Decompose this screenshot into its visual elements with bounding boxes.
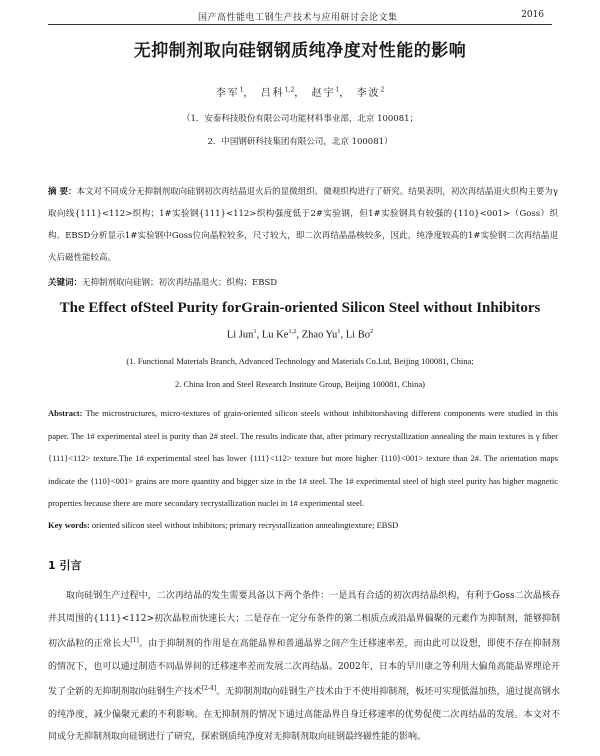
english-title: The Effect ofSteel Purity forGrain-oriented Silicon Steel without Inhibitors	[59, 300, 541, 316]
english-affiliation-2: 2. China Iron and Steel Research Institute Group, Beijing 100081, China)	[175, 379, 425, 389]
author-sup: 1	[337, 328, 341, 335]
english-abstract	[48, 402, 558, 515]
chinese-abstract-label: 摘 要：	[48, 187, 77, 197]
chinese-title: 无抑制剂取向硅钢钢质纯净度对性能的影响	[133, 41, 467, 61]
running-year: 2016	[521, 10, 544, 20]
paragraph-text: 取向硅钢生产过程中，二次再结晶的发生需要具备以下两个条件：一是具有合适的初次再结晶织构，有利于Goss二次晶核吞并其周围的{111}<112>初次晶粒而快速长大；二是存在一定分布条件的第二相质点或沿晶界偏聚的元素作为抑制剂，能够抑制初次晶粒的正常长大	[48, 591, 560, 649]
chinese-affiliation-2: 2．中国钢研科技集团有限公司，北京 100081）	[207, 137, 393, 147]
section-heading: 1 引言	[48, 559, 82, 572]
author-name: 赵宇	[311, 88, 336, 99]
citation-ref: [1]	[130, 637, 139, 644]
introduction-paragraph	[48, 585, 560, 749]
english-keywords-label: Key words:	[48, 520, 90, 530]
author-sup: 1	[239, 86, 244, 94]
paragraph-text: 。由于抑制剂的作用是在高能晶界和普通晶界之间产生迁移速率差，而由此可以设想，即使不存在抑制剂的情况下，也可以通过制造不同晶界间的迁移速率差而发展二次再结晶。2002年，日本的早川康之等利用大偏角高能晶界理论开发了全新的无抑制剂取向硅钢生产技术	[48, 639, 560, 697]
author-name: Li Jun	[226, 329, 254, 341]
chinese-abstract-text: 本文对不同成分无抑制剂取向硅钢初次再结晶退火后的显微组织、微观织构进行了研究。结果表明，初次再结晶退火织构主要为γ取向线{111}<112>织构；1#实验钢{111}<112>织构强度低于2#实验钢，但1#实验钢具有较强的{110}<001>（Goss）织构。EBSD分析显示1#实验钢中Goss位向晶粒较多，尺寸较大，即二次再结晶晶核较多，因此，纯净度较高的1#实验钢二次再结晶退火后磁性能较高。	[48, 187, 558, 263]
english-abstract-text: The microstructures, micro-textures of grain-oriented silicon steels without inhibitorshaving different components were studied in this paper. The 1# experimental steel is purity than 2# steel. The results indicate that, after primary recrystallization annealing the main textures is γ fiber {111}<112> texture.The 1# experimental steel has lower {111}<112> texture but more higher {110}<001> texture than 2#. The orientation maps indicate the {110}<001> grains are more quantity and bigger size in the 1# steel. The 1# experimental steel of high steel purity has higher magnetic properties because there are more secondary recrystallization nuclei in 1# experimental steel.	[48, 408, 558, 508]
author-name: 李波	[356, 88, 381, 99]
chinese-affiliation-1: （1．安泰科技股份有限公司功能材料事业部，北京 100081；	[181, 114, 419, 124]
author-sup: 2	[380, 86, 385, 94]
author-name: Zhao Yu	[301, 329, 338, 341]
author-sup: 1,2	[284, 86, 295, 94]
english-abstract-label: Abstract:	[48, 408, 83, 418]
chinese-keywords-text: 无抑制剂取向硅钢；初次再结晶退火；织构；EBSD	[82, 278, 278, 288]
author-name: 李军	[215, 88, 240, 99]
citation-ref: [2-4]	[201, 685, 217, 692]
english-keywords-text: oriented silicon steel without inhibitors; primary recrystallization annealingtexture; EBSD	[91, 520, 399, 530]
author-name: Li Bo	[345, 329, 370, 341]
english-authors: Li Jun$^1$, Lu Ke$^{1,2}$, Zhao Yu$^1$, Li Bo$^2$	[226, 328, 374, 341]
author-name: Lu Ke	[261, 329, 289, 341]
english-affiliation-1: (1. Functional Materials Branch, Advanced Technology and Materials Co.Ltd, Beijing 100081, China;	[126, 356, 474, 366]
author-sup: 1	[335, 86, 340, 94]
chinese-abstract	[48, 181, 558, 269]
running-header	[48, 8, 552, 25]
author-name: 吕科	[260, 88, 285, 99]
chinese-keywords-label: 关键词：	[48, 278, 83, 288]
running-title: 国产高性能电工钢生产技术与应用研讨会论文集	[198, 13, 398, 23]
chinese-authors: 李军$^1$， 吕科$^{1,2}$， 赵宇$^1$， 李波$^2$	[215, 86, 385, 99]
paragraph-text: 。无抑制剂取向硅钢生产技术由于不使用抑制剂，板坯可实现低温加热，通过提高钢水的纯净度，减少偏聚元素的不利影响。在无抑制剂的情况下通过高能晶界自身迁移速率的优势促使二次再结晶的发展。本文对不同成分无抑制剂取向硅钢进行了研究，探索钢质纯净度对无抑制剂取向硅钢最终磁性能的影响。	[48, 687, 560, 742]
author-sup: 2	[369, 328, 374, 335]
author-sup: 1,2	[288, 328, 297, 335]
author-sup: 1	[253, 328, 257, 335]
english-keywords	[48, 520, 558, 530]
chinese-keywords	[48, 276, 558, 288]
